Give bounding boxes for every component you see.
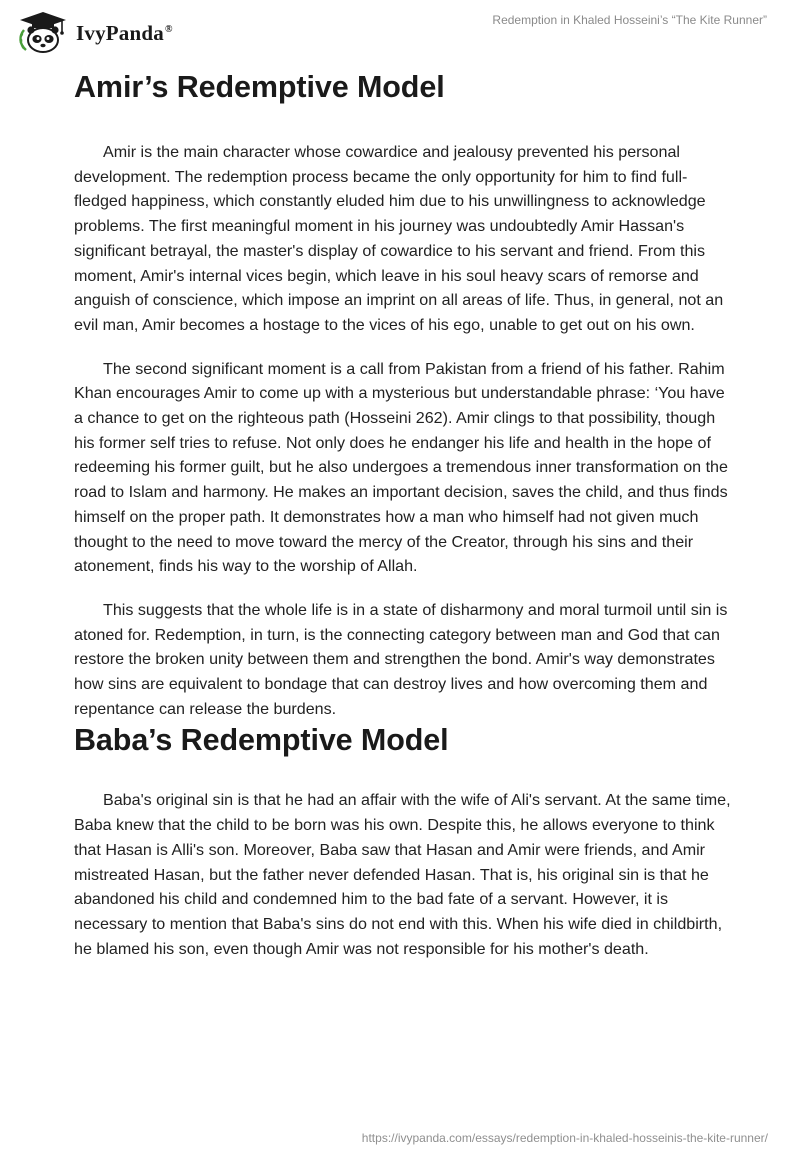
logo-text: IvyPanda	[76, 20, 164, 45]
paragraph: Amir is the main character whose cowardice and jealousy prevented his personal development. The redemption process became the only opportunity for him to find full-fledged happiness, which constantly eluded him due to his unwillingness to acknowledge problems. The first meaningful moment in his journey was undoubtedly Amir Hassan's significant betrayal, the master's display of cowardice to his servant and friend. From this moment, Amir's internal vices begin, which leave in his soul heavy scars of remorse and anguish of conscience, which impose an imprint on all areas of life. Thus, in general, not an evil man, Amir becomes a hostage to the vices of his ego, unable to get out on his own.	[74, 143, 724, 334]
paragraph: The second significant moment is a call from Pakistan from a friend of his father. Rahim Khan encourages Amir to come up with a mysterious but understandable phrase: ‘You have a chance to get on the righteous path (Hosseini 262). Amir clings to that possibility, though his former self tries to refuse. Not only does he endanger his life and health in the hope of redeeming his former guilt, but he also undergoes a tremendous inner transformation on the road to Islam and harmony. He makes an important decision, saves the child, and thus finds himself on the proper path. It demonstrates how a man who himself had not given much thought to the need to move toward the mercy of the Creator, through his sins and their atonement, finds his way to the worship of Allah.	[74, 359, 728, 576]
source-url-link[interactable]: https://ivypanda.com/essays/redemption-in-khaled-hosseinis-the-kite-runner/	[361, 1131, 768, 1145]
essay-content	[74, 68, 734, 961]
section-heading-baba: Baba’s Redemptive Model	[74, 723, 449, 758]
ivypanda-logo[interactable]	[16, 10, 173, 54]
logo-wordmark	[76, 21, 173, 46]
page-header	[0, 0, 800, 60]
section-heading-amir: Amir’s Redemptive Model	[74, 70, 445, 104]
paragraph: Baba's original sin is that he had an affair with the wife of Ali's servant. At the same time, Baba knew that the child to be born was his own. Despite this, he allows everyone to think that Hasan is Alli's son. Moreover, Baba saw that Hasan and Amir were friends, and Amir mistreated Hasan, but the father never defended Hasan. That is, his original sin is that he abandoned his child and condemned him to the bad fate of a servant. However, it is necessary to mention that Baba's sins do not end with this. When his wife died in childbirth, he blamed his son, even though Amir was not responsible for his mother's death.	[74, 791, 731, 958]
running-title: Redemption in Khaled Hosseini’s “The Kite Runner”	[492, 13, 767, 27]
paragraph: This suggests that the whole life is in a state of disharmony and moral turmoil until sin is atoned for. Redemption, in turn, is the connecting category between man and God that can restore the broken unity between them and strengthen the bond. Amir's way demonstrates how sins are equivalent to bondage that can destroy lives and how overcoming them and repentance can release the burdens.	[74, 600, 728, 718]
registered-mark: ®	[164, 23, 173, 35]
panda-graduate-icon	[16, 10, 70, 54]
